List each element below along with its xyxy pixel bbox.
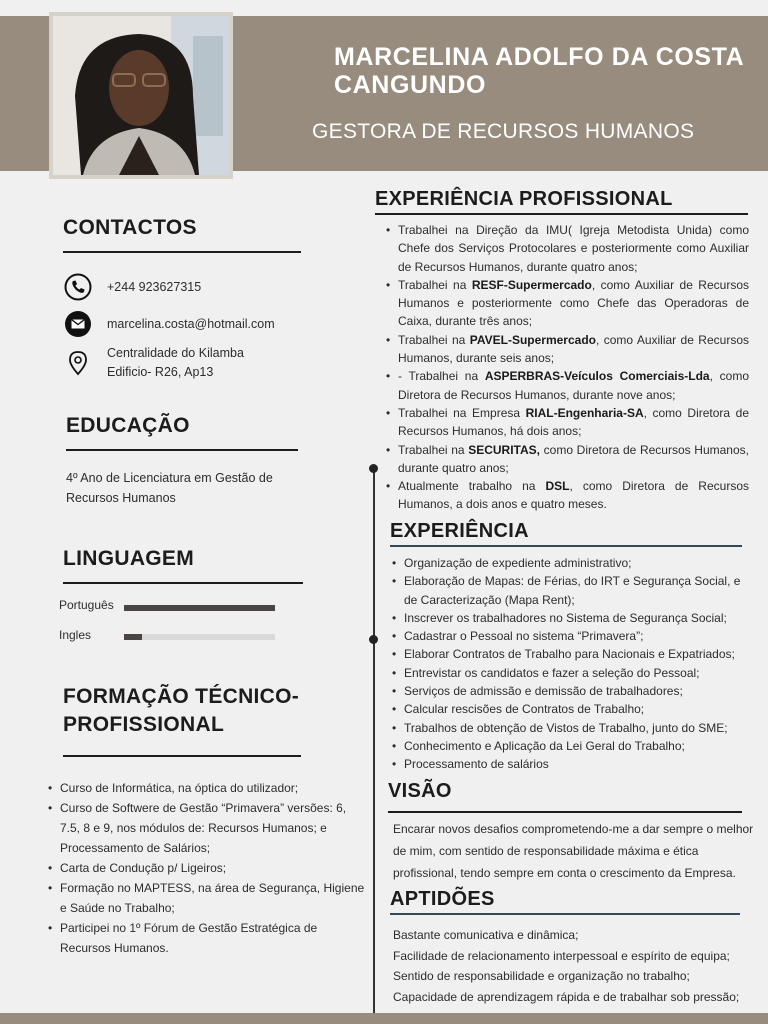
company-name: ASPERBRAS-Veículos Comerciais-Lda [484,369,710,384]
item-text: , como Auxiliar de Recursos Humanos e posteriormente como Chefe das Operadoras de Caixa, durante três anos; [398,277,749,329]
list-item [384,441,749,478]
company-name: RESF-Supermercado [471,277,592,292]
education-line-2: Recursos Humanos [66,491,176,505]
list-item: • Curso de Informática, na óptica do utilizador; [46,778,366,798]
list-item: • Carta de Condução p/ Ligeiros; [46,858,366,878]
education-heading: EDUCAÇÃO [66,414,190,437]
item-text: - Trabalhei na [398,369,485,384]
item-text: Atualmente trabalho na [398,479,546,494]
list-item: • Trabalhos de obtenção de Vistos de Trabalho, junto do SME; [390,719,752,737]
item-text: , como Diretora de Recursos Humanos, a dois anos e quatro meses. [398,479,749,512]
professional-experience-list [384,221,749,514]
divider [390,545,742,547]
list-item: • Calcular rescisões de Contratos de Trabalho; [390,700,752,718]
envelope-icon [63,309,93,339]
timeline-dot [369,635,378,644]
divider [63,582,303,584]
item-text: , como Diretora de Recursos Humanos, há dois anos; [398,405,749,439]
education-line-1: 4º Ano de Licenciatura em Gestão de [66,471,273,485]
person-name: MARCELINA ADOLFO DA COSTA CANGUNDO [334,43,744,99]
item-text: , como Diretora de Recursos Humanos, durante nove anos; [398,369,749,402]
item-text: como Diretora de Recursos Humanos, durante quatro anos; [398,442,749,475]
training-heading-line-2: PROFISSIONAL [63,713,225,736]
list-item: • Curso de Softwere de Gestão “Primavera” versões: 6, 7.5, 8 e 9, nos módulos de: Recursos Humanos; e Processamento de Salários; [46,798,366,858]
list-item: • Entrevistar os candidatos e fazer a seleção do Pessoal; [390,664,752,682]
list-item [384,331,749,368]
footer-band [0,1013,768,1024]
list-item: • Cadastrar o Pessoal no sistema “Primavera”; [390,627,752,645]
skills-list [393,925,755,1007]
job-title: GESTORA DE RECURSOS HUMANOS [312,120,695,143]
list-item: Sentido de responsabilidade e organização no trabalho; [393,969,690,983]
divider [63,755,301,757]
list-item: • Organização de expediente administrativo; [390,554,752,572]
address-line-2: Edificio- R26, Ap13 [107,365,214,379]
item-text: Trabalhei na Direção da IMU( Igreja Metodista Unida) como Chefe dos Serviços Protocolares e posteriormente como Auxiliar de Recursos Humanos, durante quatro anos; [398,223,749,274]
contact-email [63,309,275,339]
location-pin-icon [63,348,93,378]
item-text: , como Auxiliar de Recursos Humanos, durante seis anos; [398,332,749,366]
list-item: • Elaboração de Mapas: de Férias, do IRT e Segurança Social, e de Caracterização (Mapa Rent); [390,572,752,609]
company-name: PAVEL-Supermercado [469,332,596,347]
divider [66,449,298,451]
contact-address [63,344,244,382]
language-level-ingles [124,634,142,640]
timeline-line [373,468,375,1013]
list-item [384,404,749,441]
training-list [46,778,366,958]
training-heading [63,683,299,739]
language-level-portugues [124,605,275,611]
divider [390,913,740,915]
company-name: DSL [545,479,570,494]
list-item [384,477,749,514]
list-item: • Formação no MAPTESS, na área de Segurança, Higiene e Saúde no Trabalho; [46,878,366,918]
list-item [384,276,749,331]
training-heading-line-1: FORMAÇÃO TÉCNICO- [63,685,300,708]
skills-heading: APTIDÕES [390,888,495,910]
list-item [384,367,749,404]
phone-icon [63,272,93,302]
list-item: • Processamento de salários [390,755,752,773]
language-portugues: Português [59,598,114,612]
item-text: Trabalhei na [398,277,472,292]
company-name: RIAL-Engenharia-SA [525,405,644,420]
list-item: Facilidade de relacionamento interpessoal e espírito de equipa; [393,948,730,963]
list-item: Capacidade de aprendizagem rápida e de trabalhar sob pressão; [393,989,740,1004]
divider [388,811,742,813]
divider [63,251,301,253]
address [107,344,244,382]
vision-text: Encarar novos desafios comprometendo-me a dar sempre o melhor de mim, com sentido de responsabilidade máxima e ética profissional, tendo sempre em conta o crescimento da Empresa. [393,822,754,880]
email-address[interactable]: marcelina.costa@hotmail.com [107,316,275,331]
contact-phone [63,272,201,302]
language-bar-ingles [124,634,275,640]
divider [375,213,748,215]
timeline-dot [369,464,378,473]
item-text: Trabalhei na [398,332,470,347]
experience-heading: EXPERIÊNCIA [390,520,529,542]
vision-heading: VISÃO [388,780,452,802]
contacts-heading: CONTACTOS [63,216,197,239]
list-item: • Elaborar Contratos de Trabalho para Nacionais e Expatriados; [390,645,752,663]
company-name: SECURITAS, [468,442,541,457]
address-line-1: Centralidade do Kilamba [107,346,244,360]
list-item: • Participei no 1º Fórum de Gestão Estratégica de Recursos Humanos. [46,918,366,958]
phone-number[interactable]: +244 923627315 [107,279,202,294]
item-text: Trabalhei na Empresa [398,405,526,420]
experience-list [390,554,752,774]
item-text: Trabalhei na [398,442,469,457]
list-item: Bastante comunicativa e dinâmica; [393,928,579,942]
list-item [384,221,749,276]
language-ingles: Ingles [59,628,92,642]
professional-experience-heading: EXPERIÊNCIA PROFISSIONAL [375,188,673,210]
education-text [66,468,326,508]
languages-heading: LINGUAGEM [63,547,195,570]
profile-photo [49,12,233,179]
list-item: • Inscrever os trabalhadores no Sistema de Segurança Social; [390,609,752,627]
list-item: • Conhecimento e Aplicação da Lei Geral do Trabalho; [390,737,752,755]
list-item: • Serviços de admissão e demissão de trabalhadores; [390,682,752,700]
language-bar-portugues [124,605,275,611]
